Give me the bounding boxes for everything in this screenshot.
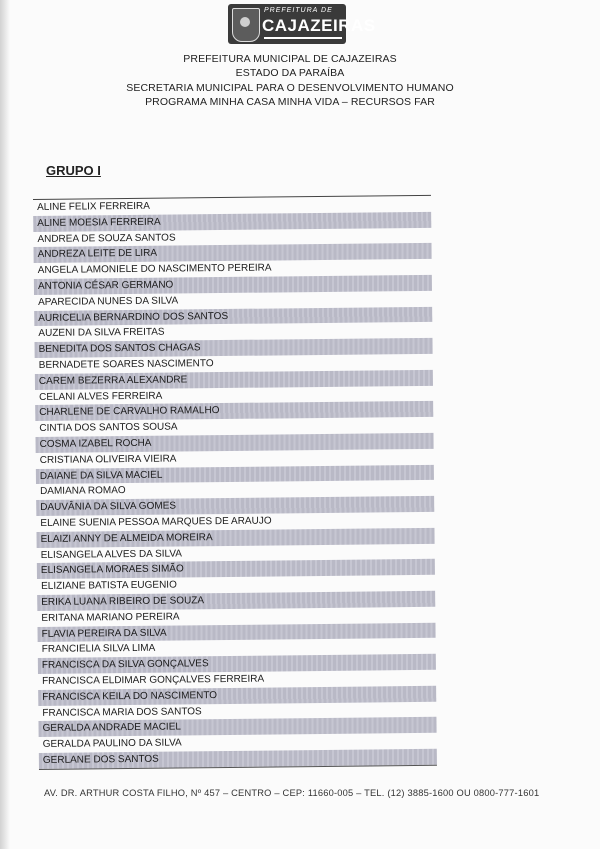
list-item: ELISANGELA ALVES DA SILVA [40,547,182,561]
list-item: FRANCISCA MARIA DOS SANTOS [42,705,202,719]
list-item: ELISANGELA MORAES SIMÃO [37,559,435,579]
list-item: BERNADETE SOARES NASCIMENTO [38,358,214,371]
list-item: FRANCIELIA SILVA LIMA [41,643,156,656]
logo-city-name: CAJAZEIRAS [262,16,376,35]
header-programa: PROGRAMA MINHA CASA MINHA VIDA – RECURSOS FAR [145,96,435,108]
list-item: ALINE FELIX FERREIRA [37,200,150,213]
list-item: GERALDA PAULINO DA SILVA [42,737,182,751]
list-item: COSMA IZABEL ROCHA [35,433,433,453]
list-item: AURICELIA BERNARDINO DOS SANTOS [34,306,432,326]
footer-address: AV. DR. ARTHUR COSTA FILHO, Nº 457 – CENTRO – CEP: 11660-005 – TEL. (12) 3885-1600 OU 0800-777-1601 [44,788,540,798]
header-prefeitura: PREFEITURA MUNICIPAL DE CAJAZEIRAS [183,53,397,65]
scan-edge-shadow [0,0,10,849]
list-item: FLAVIA PEREIRA DA SILVA [37,622,435,642]
list-item: ELAINE SUENIA PESSOA MARQUES DE ARAUJO [40,515,272,529]
list-item: APARECIDA NUNES DA SILVA [38,295,179,308]
list-item: AUZENI DA SILVA FREITAS [38,327,165,340]
list-item: ERIKA LUANA RIBEIRO DE SOUZA [37,591,435,611]
list-item: ANGELA LAMONIELE DO NASCIMENTO PEREIRA [37,262,272,277]
list-item: DAMIANA ROMAO [40,485,126,498]
list-item: GERALDA ANDRADE MACIEL [38,717,436,737]
list-item: ANDREZA LEITE DE LIRA [34,243,432,263]
list-item: CINTIA DOS SANTOS SOUSA [39,421,178,435]
city-logo [228,4,376,44]
group-title: GRUPO I [46,163,101,178]
list-item: CELANI ALVES FERREIRA [39,390,163,403]
list-item: ANDREA DE SOUZA SANTOS [37,232,176,245]
logo-underline [264,37,342,39]
logo-small-text: PREFEITURA DE [264,7,333,14]
list-item: FRANCISCA KEILA DO NASCIMENTO [38,686,436,706]
list-item: CRISTIANA OLIVEIRA VIEIRA [39,453,177,466]
list-item: DAUVÂNIA DA SILVA GOMES [36,496,434,516]
list-item: CAREM BEZERRA ALEXANDRE [35,370,433,390]
list-item: ELIZIANE BATISTA EUGENIO [41,579,177,593]
list-item: BENEDITA DOS SANTOS CHAGAS [34,338,432,358]
list-item: ALINE MOESIA FERREIRA [33,212,431,232]
beneficiary-list [33,195,437,770]
list-item: CHARLENE DE CARVALHO RAMALHO [35,401,433,421]
header-secretaria: SECRETARIA MUNICIPAL PARA O DESENVOLVIMENTO HUMANO [126,82,454,94]
list-item: DAIANE DA SILVA MACIEL [36,464,434,484]
list-item: GERLANE DOS SANTOS [39,749,437,769]
list-item: ERITANA MARIANO PEREIRA [41,611,180,624]
coat-of-arms-icon [232,8,260,42]
header-estado: ESTADO DA PARAÍBA [235,67,345,79]
list-item: FRANCISCA DA SILVA GONÇALVES [38,654,436,674]
list-item: ANTONIA CÉSAR GERMANO [34,275,432,295]
list-item: ELAIZI ANNY DE ALMEIDA MOREIRA [36,528,434,548]
list-item: FRANCISCA ELDIMAR GONÇALVES FERREIRA [41,673,265,687]
